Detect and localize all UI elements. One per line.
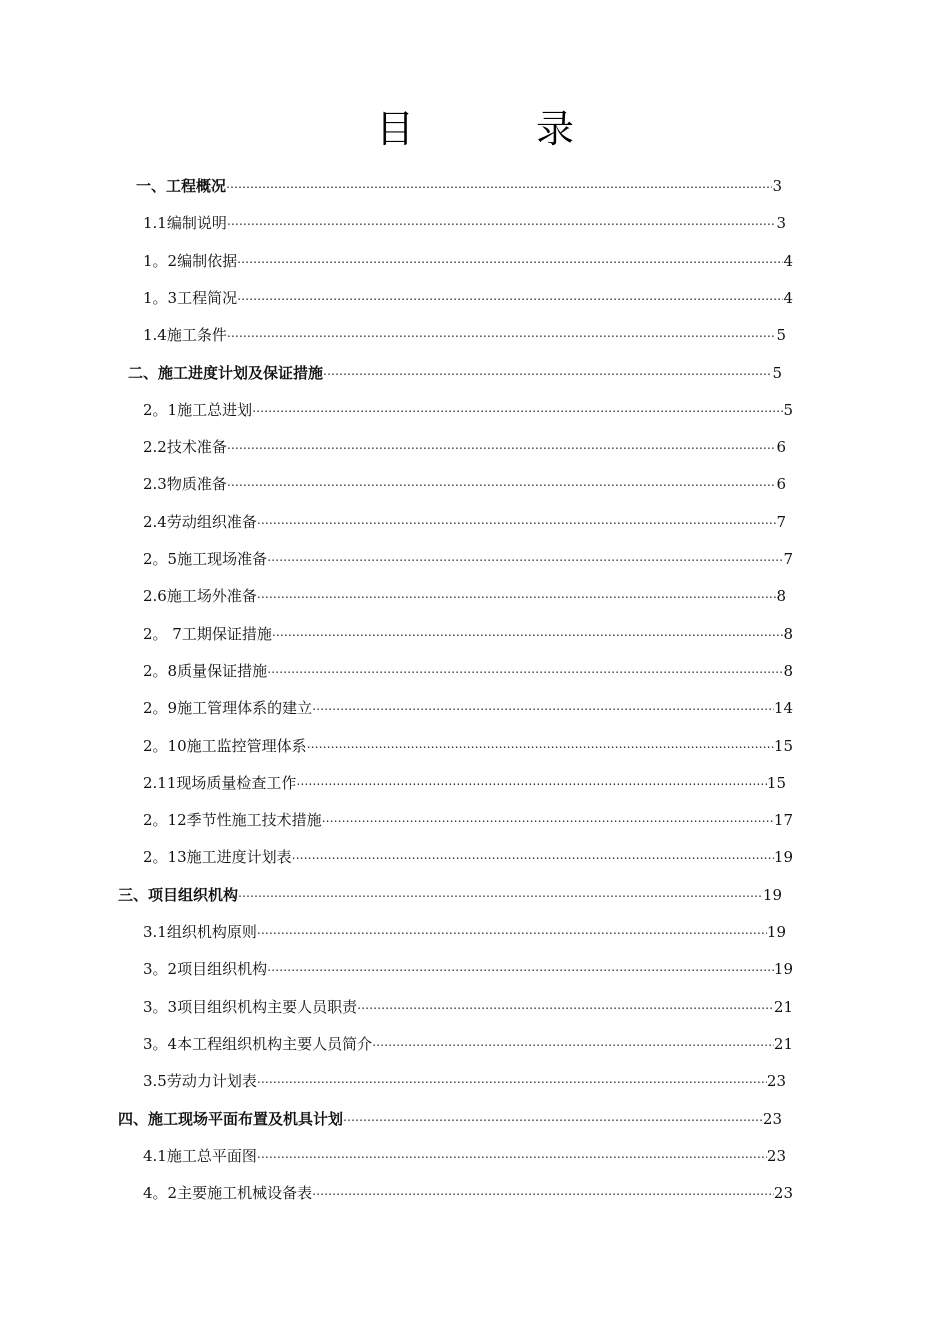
toc-entry[interactable]: [143, 843, 793, 867]
toc-leader-dots: [357, 995, 774, 1015]
toc-entry[interactable]: [143, 955, 793, 979]
toc-entry[interactable]: [143, 470, 786, 494]
toc-entry-page: 21: [773, 998, 793, 1016]
toc-entry[interactable]: [143, 694, 793, 718]
toc-entry-label: 1。2编制依据: [143, 252, 238, 270]
toc-leader-dots: [343, 1107, 763, 1127]
toc-entry-label: 2.3物质准备: [143, 475, 227, 493]
toc-entry[interactable]: [143, 806, 793, 830]
toc-leader-dots: [227, 323, 777, 343]
toc-entry-page: 8: [776, 587, 786, 605]
toc-entry[interactable]: [143, 209, 786, 233]
toc-entry[interactable]: [143, 1067, 786, 1091]
toc-entry-label: 2.11现场质量检查工作: [143, 774, 297, 792]
toc-leader-dots: [296, 771, 767, 791]
toc-entry-label: 1。3工程简况: [143, 289, 238, 307]
toc-leader-dots: [257, 920, 767, 940]
toc-entry-page: 15: [773, 737, 793, 755]
toc-entry[interactable]: [143, 620, 793, 644]
toc-leader-dots: [257, 1069, 767, 1089]
toc-entry-label: 1.4施工条件: [143, 326, 227, 344]
toc-entry-page: 21: [773, 1035, 793, 1053]
toc-entry-page: 4: [783, 252, 793, 270]
toc-entry-label: 四、施工现场平面布置及机具计划: [118, 1110, 344, 1128]
toc-leader-dots: [272, 622, 784, 642]
toc-entry[interactable]: [143, 433, 786, 457]
toc-entry-label: 2。 7工期保证措施: [143, 625, 272, 643]
page-title: 目 录: [375, 107, 616, 151]
toc-entry-label: 2。13施工进度计划表: [143, 848, 292, 866]
toc-entry-page: 5: [776, 326, 786, 344]
toc-entry-label: 3.1组织机构原则: [143, 923, 257, 941]
toc-leader-dots: [226, 174, 772, 194]
toc-entry[interactable]: [143, 582, 786, 606]
toc-entry[interactable]: [143, 769, 786, 793]
toc-leader-dots: [312, 696, 774, 716]
toc-entry-page: 6: [776, 438, 786, 456]
toc-entry-page: 3: [776, 214, 786, 232]
toc-entry-label: 1.1编制说明: [143, 214, 227, 232]
toc-entry[interactable]: [128, 359, 782, 383]
toc-entry-label: 2.4劳动组织准备: [143, 513, 257, 531]
toc-entry[interactable]: [143, 545, 793, 569]
toc-leader-dots: [227, 211, 777, 231]
toc-leader-dots: [227, 472, 777, 492]
toc-leader-dots: [237, 249, 783, 269]
toc-leader-dots: [257, 584, 777, 604]
toc-entry-label: 2。12季节性施工技术措施: [143, 811, 322, 829]
toc-leader-dots: [252, 398, 783, 418]
toc-leader-dots: [257, 510, 777, 530]
toc-entry[interactable]: [143, 396, 793, 420]
toc-entry[interactable]: [143, 657, 793, 681]
toc-entry-label: 二、施工进度计划及保证措施: [128, 364, 324, 382]
toc-entry-page: 23: [762, 1110, 782, 1128]
toc-entry[interactable]: [143, 1179, 793, 1203]
toc-leader-dots: [237, 286, 783, 306]
toc-entry-label: 一、工程概况: [136, 177, 227, 195]
toc-entry-page: 5: [783, 401, 793, 419]
toc-entry-page: 8: [783, 662, 793, 680]
toc-entry-page: 23: [773, 1184, 793, 1202]
toc-entry[interactable]: [118, 881, 782, 905]
toc-entry[interactable]: [136, 172, 782, 196]
toc-entry-page: 19: [766, 923, 786, 941]
toc-entry-label: 2。5施工现场准备: [143, 550, 268, 568]
toc-entry-page: 8: [783, 625, 793, 643]
toc-entry[interactable]: [143, 321, 786, 345]
toc-entry-page: 19: [762, 886, 782, 904]
toc-leader-dots: [323, 361, 772, 381]
toc-entry-page: 4: [783, 289, 793, 307]
toc-entry-label: 3。3项目组织机构主要人员职责: [143, 998, 358, 1016]
toc-leader-dots: [322, 808, 774, 828]
toc-entry-page: 7: [776, 513, 786, 531]
toc-leader-dots: [267, 957, 774, 977]
toc-entry[interactable]: [143, 993, 793, 1017]
toc-entry-page: 15: [766, 774, 786, 792]
toc-entry-label: 4。2主要施工机械设备表: [143, 1184, 313, 1202]
toc-entry-label: 2.2技术准备: [143, 438, 227, 456]
toc-entry-page: 3: [772, 177, 782, 195]
toc-entry-label: 4.1施工总平面图: [143, 1147, 257, 1165]
toc-entry-label: 3。2项目组织机构: [143, 960, 268, 978]
toc-leader-dots: [312, 1181, 774, 1201]
toc-entry-label: 3.5劳动力计划表: [143, 1072, 257, 1090]
toc-entry[interactable]: [143, 247, 793, 271]
toc-entry[interactable]: [143, 508, 786, 532]
toc-entry-page: 19: [773, 960, 793, 978]
toc-entry-label: 2。9施工管理体系的建立: [143, 699, 313, 717]
toc-leader-dots: [238, 883, 763, 903]
toc-entry-label: 2。10施工监控管理体系: [143, 737, 307, 755]
toc-leader-dots: [372, 1032, 774, 1052]
toc-entry-label: 2。1施工总进划: [143, 401, 253, 419]
toc-entry-page: 17: [773, 811, 793, 829]
toc-entry-page: 14: [773, 699, 793, 717]
toc-leader-dots: [267, 547, 783, 567]
toc-leader-dots: [307, 734, 774, 754]
toc-entry[interactable]: [143, 1030, 793, 1054]
toc-entry-label: 3。4本工程组织机构主要人员简介: [143, 1035, 373, 1053]
toc-entry-label: 2。8质量保证措施: [143, 662, 268, 680]
toc-entry[interactable]: [143, 1142, 786, 1166]
toc-entry-page: 7: [783, 550, 793, 568]
toc-entry-page: 5: [772, 364, 782, 382]
toc-leader-dots: [267, 659, 783, 679]
toc-entry[interactable]: [118, 1105, 782, 1129]
toc-entry-label: 三、项目组织机构: [118, 886, 239, 904]
toc-entry[interactable]: [143, 284, 793, 308]
toc-entry[interactable]: [143, 732, 793, 756]
toc-entry[interactable]: [143, 918, 786, 942]
toc-leader-dots: [257, 1144, 767, 1164]
toc-entry-page: 19: [773, 848, 793, 866]
toc-entry-page: 23: [766, 1147, 786, 1165]
toc-leader-dots: [292, 845, 774, 865]
toc-entry-page: 6: [776, 475, 786, 493]
toc-entry-label: 2.6施工场外准备: [143, 587, 257, 605]
toc-leader-dots: [227, 435, 777, 455]
toc-entry-page: 23: [766, 1072, 786, 1090]
